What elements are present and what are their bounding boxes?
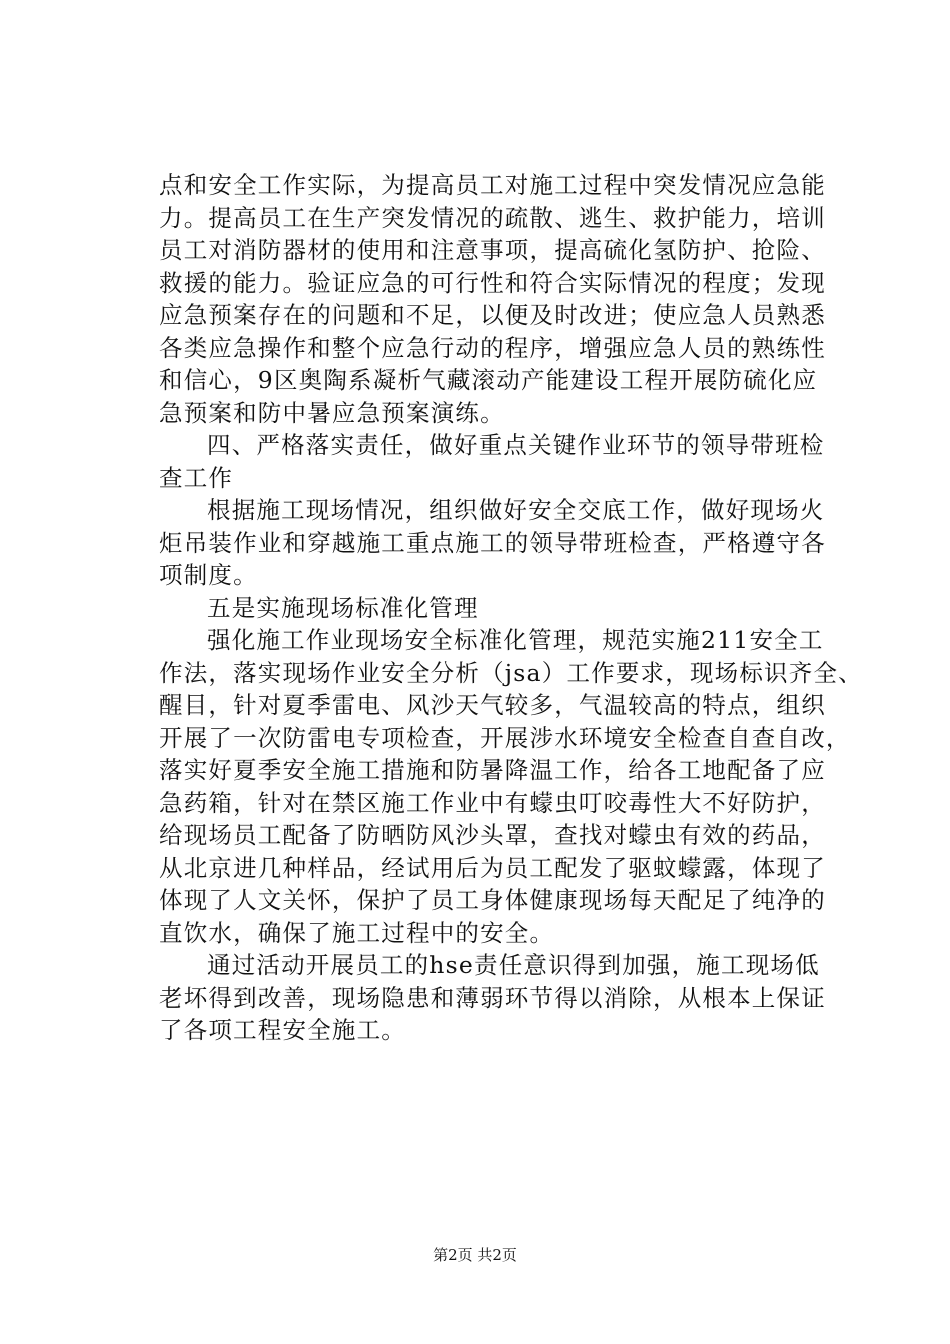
text-line: 根据施工现场情况，组织做好安全交底工作，做好现场火 xyxy=(207,496,825,524)
text-line: 应急预案存在的问题和不足，以便及时改进；使应急人员熟悉 xyxy=(159,301,826,329)
text-line: 开展了一次防雷电专项检查，开展涉水环境安全检查自查自改， xyxy=(159,723,851,752)
text-line: 员工对消防器材的使用和注意事项，提高硫化氢防护、抢险、 xyxy=(159,236,826,264)
text-line: 从北京进几种样品，经试用后为员工配发了驱蚊蠓露，体现了 xyxy=(159,853,826,882)
text-line: 项制度。 xyxy=(159,561,258,589)
text-line: 通过活动开展员工的hse责任意识得到加强，施工现场低 xyxy=(207,951,820,979)
text-line: 给现场员工配备了防晒防风沙头罩，查找对蠓虫有效的药品， xyxy=(159,821,826,849)
text-line: 五是实施现场标准化管理 xyxy=(207,593,479,622)
text-line: 四、严格落实责任，做好重点关键作业环节的领导带班检 xyxy=(207,431,825,459)
text-line: 炬吊装作业和穿越施工重点施工的领导带班检查，严格遵守各 xyxy=(159,528,826,557)
document-body xyxy=(159,169,863,1047)
text-line: 直饮水，确保了施工过程中的安全。 xyxy=(159,918,555,947)
text-line: 查工作 xyxy=(159,463,234,492)
text-line: 老坏得到改善，现场隐患和薄弱环节得以消除，从根本上保证 xyxy=(159,983,826,1012)
text-line: 和信心，9区奥陶系凝析气藏滚动产能建设工程开展防硫化应 xyxy=(159,366,818,394)
text-line: 急预案和防中暑应急预案演练。 xyxy=(159,398,505,427)
text-line: 急药箱，针对在禁区施工作业中有蠓虫叮咬毒性大不好防护， xyxy=(159,788,826,817)
text-line: 点和安全工作实际，为提高员工对施工过程中突发情况应急能 xyxy=(159,171,826,199)
text-line: 作法，落实现场作业安全分析（jsa）工作要求，现场标识齐全、 xyxy=(159,658,863,687)
text-line: 醒目，针对夏季雷电、风沙天气较多，气温较高的特点，组织 xyxy=(159,691,826,719)
text-line: 各类应急操作和整个应急行动的程序，增强应急人员的熟练性 xyxy=(159,333,826,362)
text-line: 了各项工程安全施工。 xyxy=(159,1016,406,1044)
text-line: 强化施工作业现场安全标准化管理，规范实施211安全工 xyxy=(207,626,824,654)
text-line: 救援的能力。验证应急的可行性和符合实际情况的程度；发现 xyxy=(159,268,826,297)
page-footer: 第2页 共2页 xyxy=(433,1246,517,1264)
text-line: 体现了人文关怀，保护了员工身体健康现场每天配足了纯净的 xyxy=(159,886,826,914)
text-line: 力。提高员工在生产突发情况的疏散、逃生、救护能力，培训 xyxy=(159,203,826,232)
text-line: 落实好夏季安全施工措施和防暑降温工作，给各工地配备了应 xyxy=(159,756,826,784)
